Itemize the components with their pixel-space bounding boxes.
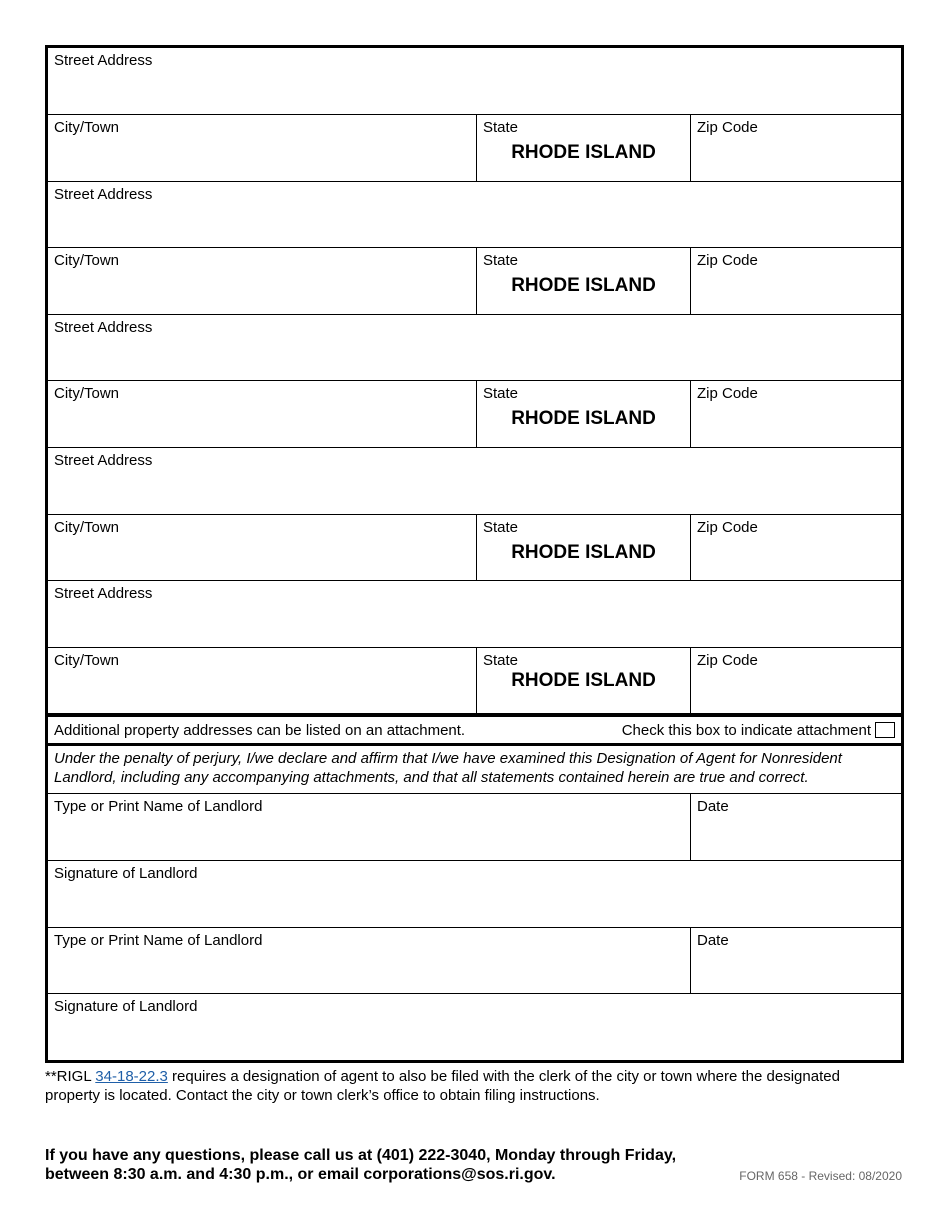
zip-code-field[interactable] (690, 648, 901, 713)
street-address-field[interactable] (48, 448, 901, 514)
city-town-field[interactable] (48, 515, 476, 580)
city-town-field[interactable] (48, 248, 476, 314)
street-address-field[interactable] (48, 182, 901, 247)
perjury-statement: Under the penalty of perjury, I/we declare and affirm that I/we have examined this Designation of Agent for Nonresident Landlord, including any accompanying attachments, and that all statements contained herein are true and correct. (54, 750, 842, 786)
state-label: State (483, 119, 519, 136)
state-field (476, 248, 690, 314)
street-address-row (48, 448, 901, 515)
state-label: State (483, 519, 519, 536)
state-label: State (483, 652, 519, 669)
landlord-name-row (48, 794, 901, 861)
city-town-field[interactable] (48, 115, 476, 181)
landlord-signature-field[interactable] (48, 994, 901, 1060)
state-field (476, 115, 690, 181)
contact-info (45, 1146, 725, 1184)
attachment-checkbox-label: Check this box to indicate attachment (621, 721, 871, 739)
date-field[interactable] (690, 794, 901, 860)
street-address-row (48, 182, 901, 248)
state-field (476, 648, 690, 713)
landlord-signature-field[interactable] (48, 861, 901, 927)
city-state-zip-row (48, 381, 901, 448)
city-town-label: City/Town (54, 519, 120, 536)
state-label: State (483, 252, 519, 269)
landlord-name-label: Type or Print Name of Landlord (54, 932, 263, 949)
city-town-label: City/Town (54, 252, 120, 269)
zip-code-label: Zip Code (697, 252, 758, 269)
street-address-row (48, 581, 901, 648)
zip-code-label: Zip Code (697, 119, 758, 136)
zip-code-field[interactable] (690, 515, 901, 580)
street-address-row (48, 48, 901, 115)
attachment-note: Additional property addresses can be listed on an attachment. (54, 721, 466, 739)
zip-code-label: Zip Code (697, 519, 758, 536)
designation-form (45, 45, 904, 1063)
zip-code-field[interactable] (690, 381, 901, 447)
zip-code-label: Zip Code (697, 385, 758, 402)
date-label: Date (697, 932, 729, 949)
city-state-zip-row (48, 515, 901, 581)
street-address-field[interactable] (48, 48, 901, 114)
footnote-prefix: **RIGL (45, 1068, 96, 1085)
perjury-statement-row (48, 744, 901, 794)
city-town-field[interactable] (48, 648, 476, 713)
rigl-footnote (45, 1067, 895, 1105)
date-field[interactable] (690, 928, 901, 993)
rigl-statute-link[interactable]: 34-18-22.3 (95, 1068, 168, 1085)
state-label: State (483, 385, 519, 402)
city-state-zip-row (48, 115, 901, 182)
landlord-name-label: Type or Print Name of Landlord (54, 798, 263, 815)
zip-code-label: Zip Code (697, 652, 758, 669)
attachment-check-group (622, 722, 895, 739)
state-value: RHODE ISLAND (511, 142, 656, 163)
street-address-row (48, 315, 901, 381)
date-label: Date (697, 798, 729, 815)
state-field (476, 381, 690, 447)
contact-line-1: If you have any questions, please call us at (401) 222-3040, Monday through Friday, (45, 1147, 677, 1164)
city-state-zip-row (48, 248, 901, 315)
landlord-name-field[interactable] (48, 928, 690, 993)
landlord-signature-label: Signature of Landlord (54, 998, 198, 1015)
city-town-label: City/Town (54, 652, 120, 669)
attachment-checkbox[interactable] (875, 722, 895, 738)
street-address-label: Street Address (54, 585, 153, 602)
state-value: RHODE ISLAND (511, 670, 656, 691)
footnote-text: requires a designation of agent to also be filed with the clerk of the city or town where the designated property is located. Contact the city or town clerk’s office to obtain filing instructions. (45, 1068, 840, 1104)
landlord-signature-row (48, 994, 901, 1060)
landlord-signature-row (48, 861, 901, 928)
form-number: FORM 658 - Revised: 08/2020 (739, 1169, 902, 1183)
city-state-zip-row (48, 648, 901, 714)
state-value: RHODE ISLAND (511, 408, 656, 429)
zip-code-field[interactable] (690, 115, 901, 181)
street-address-label: Street Address (54, 186, 153, 203)
street-address-field[interactable] (48, 315, 901, 380)
street-address-label: Street Address (54, 52, 153, 69)
zip-code-field[interactable] (690, 248, 901, 314)
landlord-name-field[interactable] (48, 794, 690, 860)
landlord-name-row (48, 928, 901, 994)
landlord-signature-label: Signature of Landlord (54, 865, 198, 882)
city-town-field[interactable] (48, 381, 476, 447)
street-address-label: Street Address (54, 452, 153, 469)
street-address-field[interactable] (48, 581, 901, 647)
state-value: RHODE ISLAND (511, 275, 656, 296)
attachment-row (48, 714, 901, 744)
street-address-label: Street Address (54, 319, 153, 336)
state-field (476, 515, 690, 580)
state-value: RHODE ISLAND (511, 542, 656, 563)
city-town-label: City/Town (54, 385, 120, 402)
city-town-label: City/Town (54, 119, 120, 136)
contact-line-2: between 8:30 a.m. and 4:30 p.m., or email corporations@sos.ri.gov. (45, 1166, 556, 1183)
